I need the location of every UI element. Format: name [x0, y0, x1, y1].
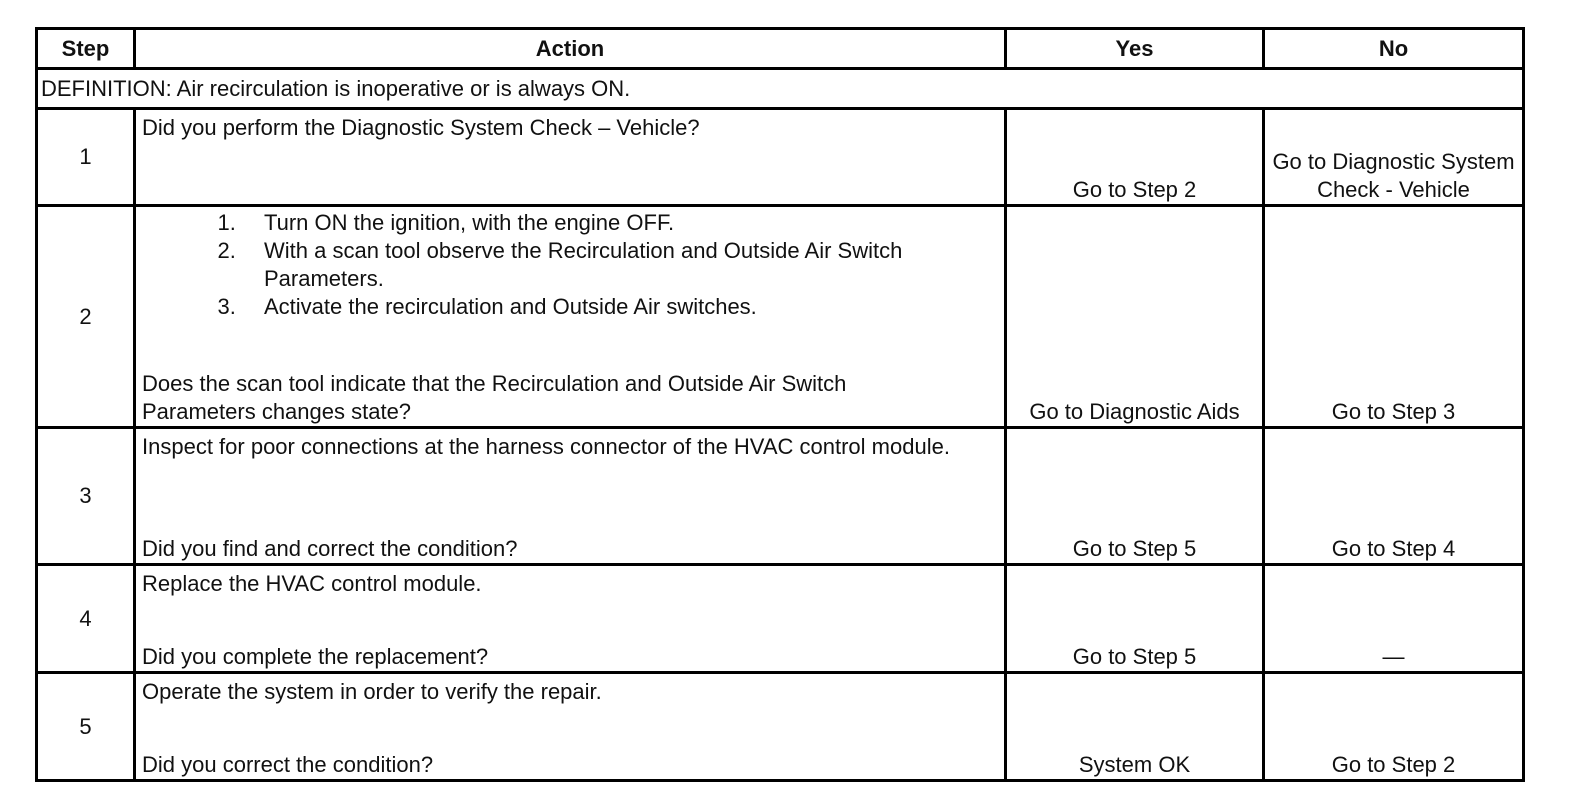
step-number: 2: [37, 206, 135, 428]
table-row: [37, 428, 1524, 565]
yes-cell: Go to Step 2: [1006, 109, 1264, 206]
no-cell: Go to Step 2: [1264, 673, 1524, 781]
instruction-item: 2. With a scan tool observe the Recirculation and Outside Air Switch Parameters.: [242, 237, 998, 293]
table-row: [37, 673, 1524, 781]
step-number: 3: [37, 428, 135, 565]
definition-text: DEFINITION: Air recirculation is inoperative or is always ON.: [37, 69, 1524, 109]
instruction-list: [142, 209, 998, 321]
no-cell: [1264, 109, 1524, 206]
table-row: [37, 206, 1524, 428]
yes-cell: System OK: [1006, 673, 1264, 781]
question-text: Does the scan tool indicate that the Recirculation and Outside Air Switch Parameters changes state?: [142, 371, 847, 424]
action-text: Did you perform the Diagnostic System Check – Vehicle?: [142, 115, 700, 140]
action-text: Operate the system in order to verify the repair.: [142, 679, 602, 704]
yes-cell: Go to Step 5: [1006, 565, 1264, 673]
no-cell: —: [1264, 565, 1524, 673]
instruction-item: 1. Turn ON the ignition, with the engine OFF.: [242, 209, 998, 237]
action-text: Inspect for poor connections at the harness connector of the HVAC control module.: [142, 434, 950, 459]
no-cell: Go to Step 4: [1264, 428, 1524, 565]
action-cell: [135, 206, 1006, 428]
action-cell: [135, 109, 1006, 206]
action-text: Replace the HVAC control module.: [142, 571, 482, 596]
no-text: Go to Diagnostic System Check - Vehicle: [1272, 149, 1515, 202]
question-text: Did you complete the replacement?: [142, 644, 489, 669]
action-cell: [135, 673, 1006, 781]
question-text: Did you find and correct the condition?: [142, 536, 518, 561]
step-number: 5: [37, 673, 135, 781]
step-number: 1: [37, 109, 135, 206]
header-row: [37, 29, 1524, 69]
header-no: No: [1264, 29, 1524, 69]
header-yes: Yes: [1006, 29, 1264, 69]
table-row: [37, 109, 1524, 206]
step-number: 4: [37, 565, 135, 673]
yes-cell: Go to Step 5: [1006, 428, 1264, 565]
action-cell: [135, 565, 1006, 673]
definition-row: [37, 69, 1524, 109]
instruction-item: 3. Activate the recirculation and Outside Air switches.: [242, 293, 998, 321]
yes-cell: Go to Diagnostic Aids: [1006, 206, 1264, 428]
diagnostic-table: [35, 27, 1525, 782]
action-cell: [135, 428, 1006, 565]
table-row: [37, 565, 1524, 673]
question-text: Did you correct the condition?: [142, 752, 434, 777]
header-action: Action: [135, 29, 1006, 69]
no-cell: Go to Step 3: [1264, 206, 1524, 428]
header-step: Step: [37, 29, 135, 69]
